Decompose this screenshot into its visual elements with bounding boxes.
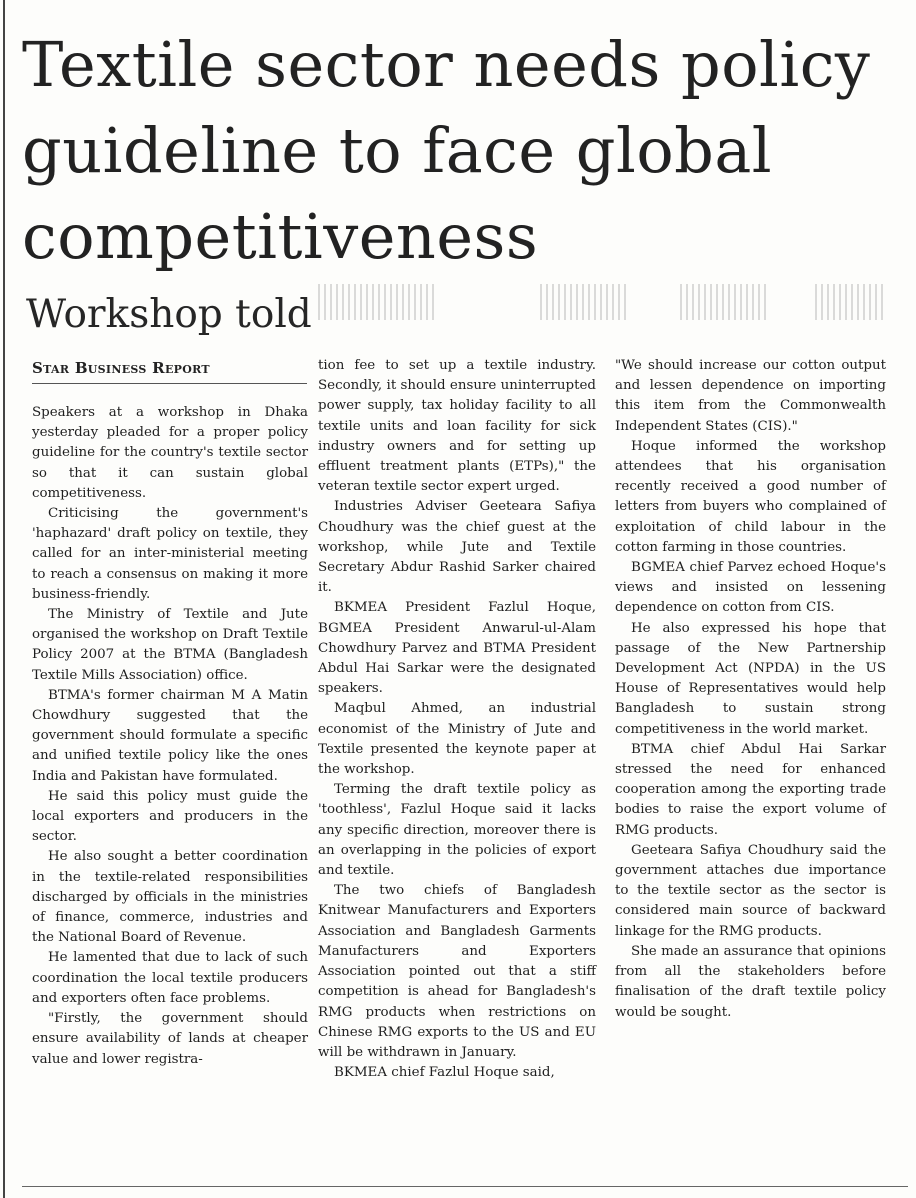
paragraph: He also sought a better coordination in the textile-related responsibilities discharged by officials in the ministries of finance, commerce, industries and the National Board of Revenue.: [32, 849, 308, 946]
paragraph: He also expressed his hope that passage of the New Partnership Development Act (NPDA) in the US House of Representatives would help Bangladesh to sustain strong competitiveness in the world market.: [615, 620, 886, 737]
article-column-2: [318, 356, 596, 1083]
article-column-3: [615, 356, 886, 1023]
byline: Star Business Report: [32, 359, 210, 377]
paragraph: He lamented that due to lack of such coordination the local textile producers and exporters often face problems.: [32, 950, 308, 1006]
article-column-1: [32, 403, 308, 1070]
byline-rule: [32, 383, 307, 384]
paragraph: "We should increase our cotton output and lessen dependence on importing this item from the Commonwealth Independent States (CIS).": [615, 358, 886, 434]
paragraph: BKMEA President Fazlul Hoque, BGMEA President Anwarul-ul-Alam Chowdhury Parvez and BTMA President Abdul Hai Sarkar were the designated speakers.: [318, 600, 596, 697]
headline-line: Textile sector needs policy: [22, 28, 871, 101]
paragraph: He said this policy must guide the local exporters and producers in the sector.: [32, 788, 308, 845]
headline-line: competitiveness: [22, 200, 539, 273]
paragraph: Speakers at a workshop in Dhaka yesterday pleaded for a proper policy guideline for the country's textile sector so that it can sustain global competitiveness.: [32, 405, 308, 501]
subhead: Workshop told: [26, 292, 312, 337]
paragraph: tion fee to set up a textile industry. Secondly, it should ensure uninterrupted power supply, tax holiday facility to all textile units and loan facility for sick industry owners and for setting up effluent treatment plants (ETPs)," the veteran textile sector expert urged.: [318, 358, 596, 495]
paragraph: BKMEA chief Fazlul Hoque said,: [334, 1065, 555, 1081]
paragraph: The Ministry of Textile and Jute organised the workshop on Draft Textile Policy 2007 at the BTMA (Bangladesh Textile Mills Association) office.: [32, 607, 308, 683]
bleed-through-texture: [540, 284, 630, 320]
headline-line: guideline to face global: [22, 114, 773, 187]
headline: [22, 22, 902, 280]
paragraph: BTMA's former chairman M A Matin Chowdhury suggested that the government should formulate a specific and unified textile policy like the ones India and Pakistan have formulated.: [32, 687, 308, 784]
paragraph: The two chiefs of Bangladesh Knitwear Manufacturers and Exporters Association and Bangladesh Garments Manufacturers and Exporters Association pointed out that a stiff competition is ahead for Bangladesh's RMG products when restrictions on Chinese RMG exports to the US and EU will be withdrawn in January.: [318, 883, 596, 1060]
bleed-through-texture: [815, 284, 885, 320]
paragraph: Terming the draft textile policy as 'toothless', Fazlul Hoque said it lacks any specific direction, moreover there is an overlapping in the policies of export and textile.: [318, 782, 596, 879]
bottom-rule: [22, 1186, 908, 1187]
left-edge-rule: [3, 0, 5, 1198]
paragraph: Hoque informed the workshop attendees that his organisation recently received a good number of letters from buyers who complained of exploitation of child labour in the cotton farming in those countries.: [615, 438, 886, 555]
paragraph: BTMA chief Abdul Hai Sarkar stressed the need for enhanced cooperation among the exporting trade bodies to raise the export volume of RMG products.: [615, 741, 886, 838]
bleed-through-texture: [318, 284, 438, 320]
paragraph: Maqbul Ahmed, an industrial economist of the Ministry of Jute and Textile presented the keynote paper at the workshop.: [318, 701, 596, 778]
paragraph: She made an assurance that opinions from all the stakeholders before finalisation of the draft textile policy would be sought.: [615, 943, 886, 1020]
paragraph: BGMEA chief Parvez echoed Hoque's views and insisted on lessening dependence on cotton from CIS.: [615, 560, 886, 616]
paragraph: Industries Adviser Geeteara Safiya Choudhury was the chief guest at the workshop, while Jute and Textile Secretary Abdur Rashid Sarker chaired it.: [318, 499, 596, 596]
paragraph: Criticising the government's 'haphazard' draft policy on textile, they called for an inter-ministerial meeting to reach a consensus on making it more business-friendly.: [32, 506, 308, 602]
paragraph: Geeteara Safiya Choudhury said the government attaches due importance to the textile sector as the sector is considered main source of backward linkage for the RMG products.: [615, 842, 886, 939]
bleed-through-texture: [680, 284, 770, 320]
paragraph: "Firstly, the government should ensure availability of lands at cheaper value and lower registra-: [32, 1011, 308, 1067]
